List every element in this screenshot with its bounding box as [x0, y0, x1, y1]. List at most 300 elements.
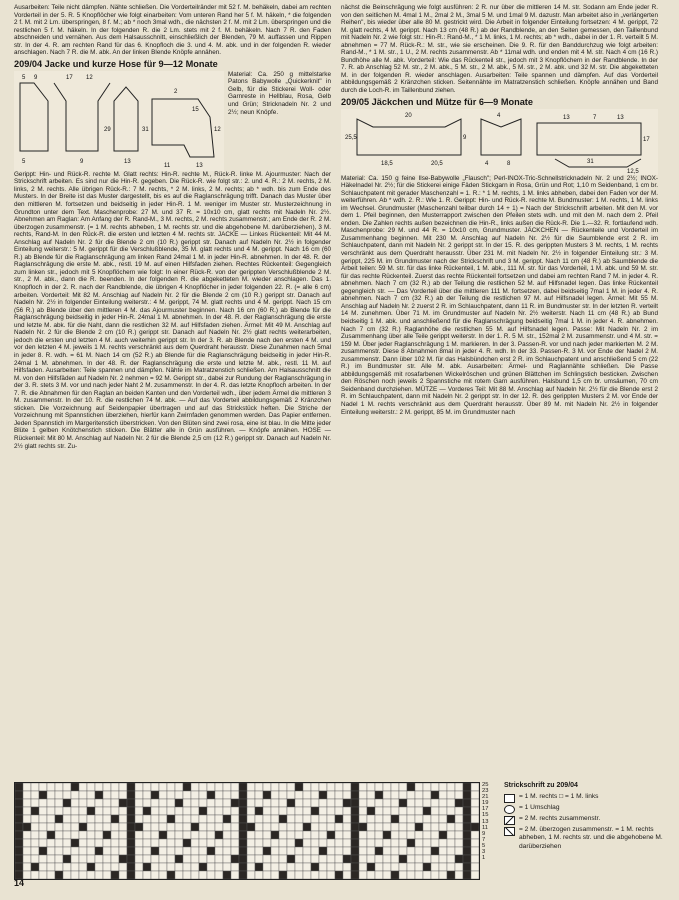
chart-cell: [135, 839, 143, 847]
chart-cell: [167, 871, 175, 879]
chart-cell: [103, 863, 111, 871]
svg-text:15: 15: [192, 106, 199, 113]
chart-cell: [175, 871, 183, 879]
chart-cell: [23, 799, 31, 807]
chart-cell: [399, 815, 407, 823]
chart-cell: [143, 807, 151, 815]
svg-text:13: 13: [563, 114, 570, 121]
instructions-209-05: Material: Ca. 150 g feine Ilse-Babywolle „Flausch"; Perl-INOX-Tric-Schnellstricknadeln Nr. 2 und 2½; INOX-Häkelnadel Nr. 2½; für die Stickerei einige Fäden Stickgarn in Rosa, Grün und Rot; 1,10 m Seidenband, 1 cm br. Schlauchpatent mit gerader Maschenzahl = 1. R.: * 1 M. rechts, 1 M. links abheben, dabei den Faden vor der M. weiterführen. Ab * wdh. 2. R.: Wie 1. R. Gerippt: Hin- und Rück-R. rechte M. Bundmuster: 1 M. rechts, 1 M. links im Wechsel. Grundmuster (Maschenzahl teilbar durch 14 + 1) = Nach der Strickschrift arbeiten. Mit den M. vor dem 1. Pfeil beginnen, den Musterrapport zwischen den Pfeilen stets wdh. und mit den M. nach dem 2. Pfeil enden. Die Zahlen rechts außen bezeichnen die Hin-R., links außen die Rück-R. Die 1.—32. R. fortlaufend wdh. Maschenprobe: 29 M. und 44 R. = 10x10 cm, Grundmuster. JÄCKCHEN — Rückenteile und Vorderteil im Zusammenhang beginnen. Mit 230 M. Anschlag auf Nadeln Nr. 2½ für die Saumblende erst 2 R. im Schlauchpatent, dann mit Nadeln Nr. 2 gerippt str. In der 15. R. des gerippten Musters 3 M. rechts, 1 M. rechts verschränkt aus dem Querdraht herausstr. Über 231 M. mit Nadeln Nr. 2½ in folgender Einteilung str.: 3 M. gerippt, 225 M. im Grundmuster nach der Strickschrift und 3 M. gerippt. Nach 11 cm (48 R.) ab Saumblende die Arbeit teilen: 59 M. str. für das linke Rückenteil, 1 M. abk., 111 M. str. für das Vorderteil, 1 M. abk. und 59 M. str. für das rechte Rückenteil. Zuerst das rechte Rückenteil fortsetzen und dabei am rechten Rand 7 M. in jeder 4. R. abnehmen. Nach 7 cm (32 R.) ab der Teilung die restlichen 52 M. auf Hilfsnadel legen. Das linke Rückenteil gegengleich str. — Das Vorderteil über die mittleren 111 M. fortsetzen, dabei beidseitig 7mal 1 M. in jeder 4. R. abnehmen. Nach 7 cm (32 R.) ab der Teilung die restlichen 97 M. auf Hilfsnadel legen. Ärmel: Mit 55 M. Anschlag auf Nadeln Nr. 2 zuerst 2 R. im Schlauchpatent, dann 11 R. im Bundmuster str. In der letzten R. verteilt 14 M. zunehmen. Über 71 M. im Grundmuster auf Nadeln Nr. 2½ weiterstr. Nach 11 cm (48 R.) ab Bund beidseitig 1 M. abk. und anschließend für die Raglanschrägung beidseitig 7mal 1 M. in jeder 4. R. abnehmen. Nach 7 cm (32 R.) Raglanhöhe die restlichen 55 M. auf Hilfsnadel legen. Passe: Mit Nadeln Nr. 2 im Zusammenhang über alle Teile gerippt weiterstr. In der 1. R. 5 M. str., 152mal 2 M. zusammenstr. und 4 M. str. = 159 M. Über jeder Raglanschrägung 1 M. markieren. In der 3. Passen-R. vor und nach jeder markierten M. 2 M. zusammenstr. Diese 8 Abnahmen 8mal in jeder 4. R. wdh. In der 33. Passen-R. 3 M. vor Ende der Nadel 2 M. zusammenstr. Dann über 102 M. für das Halsbündchen erst 2 R. im Schlauchpatent und anschließend 5 cm (22 R.) im Bundmuster str. Alle M. abk. Ausarbeiten: Ärmel- und Raglannähte schließen. Die Passe abbildungsgemäß mit rosafarbenen Wickelröschen und grünen Blättchen im Schlingstich besticken. Zwischen den Röschen noch jeweils 2 Spannstiche mit rotem Garn ausführen. Halsbund 1,5 cm br. umsäumen, 70 cm Seidenband durchziehen. MÜTZE — Vorderes Teil: Mit 88 M. Anschlag auf Nadeln Nr. 2½ für die Blende erst 2 R. im Schlauchpatent, dann mit Nadeln Nr. 2 gerippt str. In der 12. R. des gerippten Musters 2 M. vor Ende der Nadel 1 M. rechts verschränkt aus dem Querdraht herausstr. Über 89 M. mit Nadeln Nr. 2½ in folgender Einteilung weiterstr.: 2 M. gerippt, 85 M. im Grundmuster nach: [341, 174, 658, 416]
right-column: [341, 4, 658, 692]
material-text: Material: Ca. 250 g mittelstarke Patons Babywolle „Quickerknit" in Gelb, für die Stickerei Woll- oder Garnreste in Hellblau, Rosa, Gelb und Grün; Stricknadeln Nr. 2 und 2½; neun Knöpfe.: [228, 70, 331, 116]
chart-cell: [159, 855, 167, 863]
chart-cell: [351, 863, 359, 871]
chart-cell: [127, 783, 135, 791]
chart-cell: [407, 791, 415, 799]
chart-cell: [327, 871, 335, 879]
chart-cell: [343, 831, 351, 839]
chart-cell: [199, 823, 207, 831]
chart-cell: [303, 823, 311, 831]
chart-cell: [191, 855, 199, 863]
chart-cell: [151, 831, 159, 839]
chart-cell: [135, 847, 143, 855]
chart-cell: [95, 847, 103, 855]
chart-cell: [119, 799, 127, 807]
chart-cell: [407, 783, 415, 791]
chart-cell: [207, 799, 215, 807]
chart-cell: [279, 863, 287, 871]
chart-cell: [175, 807, 183, 815]
chart-cell: [391, 807, 399, 815]
chart-cell: [231, 871, 239, 879]
chart-cell: [39, 839, 47, 847]
chart-cell: [359, 783, 367, 791]
svg-text:9: 9: [80, 158, 84, 165]
chart-cell: [391, 783, 399, 791]
chart-cell: [287, 831, 295, 839]
chart-cell: [455, 839, 463, 847]
chart-cell: [351, 791, 359, 799]
chart-cell: [63, 831, 71, 839]
chart-cell: [271, 791, 279, 799]
svg-text:11: 11: [164, 162, 171, 169]
chart-cell: [367, 847, 375, 855]
knitting-chart-section: [14, 782, 674, 892]
chart-cell: [215, 855, 223, 863]
chart-cell: [383, 799, 391, 807]
chart-cell: [247, 847, 255, 855]
chart-cell: [287, 871, 295, 879]
chart-cell: [31, 799, 39, 807]
chart-cell: [183, 839, 191, 847]
chart-cell: [431, 791, 439, 799]
chart-cell: [351, 823, 359, 831]
chart-cell: [375, 799, 383, 807]
chart-cell: [383, 839, 391, 847]
chart-cell: [47, 823, 55, 831]
chart-cell: [151, 799, 159, 807]
chart-cell: [167, 855, 175, 863]
chart-cell: [87, 863, 95, 871]
chart-cell: [207, 791, 215, 799]
chart-cell: [127, 847, 135, 855]
chart-cell: [79, 791, 87, 799]
svg-text:13: 13: [617, 114, 624, 121]
chart-cell: [191, 807, 199, 815]
svg-text:12: 12: [214, 126, 221, 133]
chart-cell: [343, 783, 351, 791]
chart-cell: [47, 831, 55, 839]
chart-cell: [119, 823, 127, 831]
chart-cell: [335, 823, 343, 831]
chart-cell: [423, 799, 431, 807]
chart-cell: [151, 823, 159, 831]
chart-cell: [231, 847, 239, 855]
chart-cell: [199, 839, 207, 847]
chart-cell: [383, 815, 391, 823]
chart-cell: [207, 783, 215, 791]
chart-cell: [103, 823, 111, 831]
chart-cell: [335, 863, 343, 871]
chart-cell: [383, 847, 391, 855]
chart-cell: [271, 871, 279, 879]
chart-cell: [351, 815, 359, 823]
chart-cell: [175, 839, 183, 847]
chart-cell: [199, 783, 207, 791]
chart-cell: [103, 815, 111, 823]
chart-cell: [439, 847, 447, 855]
chart-cell: [343, 855, 351, 863]
chart-cell: [471, 823, 479, 831]
chart-cell: [447, 823, 455, 831]
chart-cell: [23, 871, 31, 879]
chart-cell: [39, 855, 47, 863]
chart-cell: [359, 871, 367, 879]
chart-cell: [191, 815, 199, 823]
chart-cell: [415, 815, 423, 823]
chart-cell: [319, 839, 327, 847]
chart-cell: [343, 839, 351, 847]
chart-cell: [87, 871, 95, 879]
chart-cell: [175, 831, 183, 839]
chart-cell: [439, 783, 447, 791]
chart-cell: [231, 807, 239, 815]
chart-cell: [119, 783, 127, 791]
chart-cell: [119, 863, 127, 871]
chart-cell: [159, 839, 167, 847]
chart-cell: [55, 783, 63, 791]
chart-cell: [335, 783, 343, 791]
chart-cell: [39, 831, 47, 839]
chart-cell: [167, 863, 175, 871]
chart-cell: [71, 855, 79, 863]
svg-text:12: 12: [86, 74, 93, 81]
chart-cell: [55, 847, 63, 855]
chart-cell: [111, 823, 119, 831]
chart-cell: [439, 871, 447, 879]
chart-cell: [295, 863, 303, 871]
chart-cell: [71, 823, 79, 831]
chart-cell: [167, 799, 175, 807]
chart-cell: [199, 847, 207, 855]
chart-cell: [415, 863, 423, 871]
svg-text:17: 17: [66, 74, 73, 81]
chart-cell: [239, 815, 247, 823]
chart-cell: [247, 863, 255, 871]
chart-cell: [383, 831, 391, 839]
knitting-chart: [14, 782, 480, 880]
chart-cell: [79, 839, 87, 847]
chart-cell: [247, 871, 255, 879]
chart-cell: [55, 863, 63, 871]
chart-cell: [375, 855, 383, 863]
chart-cell: [439, 807, 447, 815]
chart-cell: [151, 783, 159, 791]
chart-cell: [231, 783, 239, 791]
chart-cell: [327, 855, 335, 863]
chart-cell: [31, 863, 39, 871]
chart-cell: [287, 783, 295, 791]
chart-cell: [279, 799, 287, 807]
chart-cell: [367, 831, 375, 839]
chart-cell: [359, 839, 367, 847]
chart-cell: [375, 839, 383, 847]
chart-cell: [391, 799, 399, 807]
chart-cell: [247, 815, 255, 823]
chart-cell: [471, 847, 479, 855]
chart-cell: [367, 783, 375, 791]
chart-cell: [71, 831, 79, 839]
chart-cell: [15, 855, 23, 863]
chart-cell: [471, 807, 479, 815]
chart-cell: [279, 791, 287, 799]
chart-cell: [47, 791, 55, 799]
chart-cell: [143, 783, 151, 791]
chart-cell: [119, 855, 127, 863]
chart-cell: [263, 807, 271, 815]
chart-cell: [423, 815, 431, 823]
chart-cell: [103, 855, 111, 863]
chart-cell: [111, 831, 119, 839]
chart-cell: [303, 863, 311, 871]
chart-cell: [151, 839, 159, 847]
chart-cell: [295, 855, 303, 863]
chart-cell: [183, 855, 191, 863]
chart-cell: [343, 863, 351, 871]
chart-cell: [31, 847, 39, 855]
svg-text:31: 31: [587, 158, 594, 165]
chart-cell: [239, 783, 247, 791]
chart-cell: [463, 831, 471, 839]
chart-cell: [143, 791, 151, 799]
chart-cell: [199, 807, 207, 815]
chart-cell: [471, 863, 479, 871]
chart-cell: [447, 799, 455, 807]
chart-cell: [199, 791, 207, 799]
chart-cell: [223, 831, 231, 839]
chart-cell: [311, 839, 319, 847]
chart-cell: [39, 863, 47, 871]
chart-cell: [167, 783, 175, 791]
chart-cell: [255, 831, 263, 839]
chart-cell: [71, 807, 79, 815]
chart-cell: [255, 807, 263, 815]
chart-cell: [351, 831, 359, 839]
chart-cell: [103, 871, 111, 879]
chart-cell: [471, 855, 479, 863]
chart-cell: [191, 871, 199, 879]
chart-cell: [271, 855, 279, 863]
chart-cell: [271, 839, 279, 847]
chart-cell: [439, 839, 447, 847]
chart-cell: [311, 799, 319, 807]
chart-cell: [247, 799, 255, 807]
chart-cell: [319, 799, 327, 807]
chart-cell: [391, 855, 399, 863]
chart-cell: [119, 791, 127, 799]
chart-cell: [447, 831, 455, 839]
chart-cell: [423, 807, 431, 815]
chart-cell: [367, 871, 375, 879]
chart-cell: [79, 823, 87, 831]
chart-cell: [423, 831, 431, 839]
chart-cell: [343, 871, 351, 879]
chart-cell: [231, 855, 239, 863]
chart-cell: [31, 815, 39, 823]
chart-cell: [231, 831, 239, 839]
chart-cell: [455, 791, 463, 799]
chart-cell: [31, 839, 39, 847]
chart-cell: [111, 815, 119, 823]
chart-cell: [199, 871, 207, 879]
chart-cell: [423, 847, 431, 855]
chart-cell: [271, 783, 279, 791]
chart-cell: [23, 791, 31, 799]
chart-cell: [335, 831, 343, 839]
chart-cell: [95, 815, 103, 823]
svg-text:13: 13: [196, 162, 203, 169]
chart-cell: [175, 815, 183, 823]
chart-cell: [279, 807, 287, 815]
svg-text:9: 9: [463, 134, 467, 141]
chart-cell: [223, 823, 231, 831]
chart-cell: [367, 791, 375, 799]
chart-cell: [359, 847, 367, 855]
chart-cell: [399, 799, 407, 807]
chart-cell: [31, 855, 39, 863]
chart-cell: [415, 831, 423, 839]
chart-cell: [399, 855, 407, 863]
chart-cell: [55, 815, 63, 823]
chart-cell: [143, 831, 151, 839]
chart-cell: [47, 847, 55, 855]
chart-cell: [135, 831, 143, 839]
chart-cell: [375, 783, 383, 791]
chart-cell: [287, 807, 295, 815]
chart-cell: [271, 863, 279, 871]
chart-cell: [343, 823, 351, 831]
chart-cell: [375, 815, 383, 823]
chart-cell: [351, 855, 359, 863]
chart-cell: [359, 815, 367, 823]
chart-cell: [95, 839, 103, 847]
chart-cell: [415, 799, 423, 807]
chart-cell: [247, 783, 255, 791]
chart-cell: [439, 855, 447, 863]
chart-cell: [431, 823, 439, 831]
chart-cell: [55, 871, 63, 879]
chart-cell: [15, 831, 23, 839]
chart-cell: [111, 847, 119, 855]
chart-cell: [143, 863, 151, 871]
chart-cell: [271, 823, 279, 831]
chart-cell: [39, 799, 47, 807]
chart-cell: [207, 831, 215, 839]
chart-cell: [223, 863, 231, 871]
chart-cell: [39, 807, 47, 815]
chart-cell: [23, 807, 31, 815]
chart-cell: [71, 783, 79, 791]
chart-cell: [247, 855, 255, 863]
chart-cell: [335, 839, 343, 847]
chart-cell: [215, 783, 223, 791]
chart-cell: [447, 871, 455, 879]
chart-cell: [431, 799, 439, 807]
chart-cell: [119, 839, 127, 847]
chart-cell: [295, 847, 303, 855]
chart-cell: [391, 791, 399, 799]
chart-cell: [191, 823, 199, 831]
chart-cell: [455, 799, 463, 807]
chart-cell: [447, 807, 455, 815]
chart-cell: [399, 807, 407, 815]
chart-cell: [79, 847, 87, 855]
chart-cell: [247, 831, 255, 839]
chart-cell: [391, 863, 399, 871]
chart-cell: [423, 863, 431, 871]
chart-cell: [351, 847, 359, 855]
chart-cell: [79, 799, 87, 807]
chart-cell: [143, 855, 151, 863]
chart-cell: [167, 847, 175, 855]
chart-cell: [31, 791, 39, 799]
chart-cell: [95, 791, 103, 799]
chart-cell: [463, 791, 471, 799]
chart-cell: [407, 863, 415, 871]
chart-cell: [15, 839, 23, 847]
chart-cell: [111, 783, 119, 791]
chart-cell: [39, 871, 47, 879]
heading-209-05: 209/05 Jäckchen und Mütze für 6—9 Monate: [341, 96, 533, 107]
chart-cell: [351, 783, 359, 791]
chart-cell: [175, 823, 183, 831]
chart-cell: [431, 807, 439, 815]
chart-cell: [471, 839, 479, 847]
chart-cell: [247, 823, 255, 831]
chart-cell: [303, 847, 311, 855]
chart-cell: [455, 823, 463, 831]
chart-cell: [287, 847, 295, 855]
page-number: 14: [14, 878, 25, 888]
chart-cell: [263, 847, 271, 855]
chart-cell: [199, 855, 207, 863]
svg-text:25,5: 25,5: [345, 134, 357, 141]
chart-cell: [287, 823, 295, 831]
chart-cell: [399, 823, 407, 831]
chart-cell: [255, 871, 263, 879]
chart-cell: [319, 815, 327, 823]
chart-cell: [407, 839, 415, 847]
chart-cell: [319, 871, 327, 879]
chart-cell: [279, 871, 287, 879]
chart-cell: [223, 871, 231, 879]
chart-cell: [399, 839, 407, 847]
chart-cell: [295, 839, 303, 847]
chart-cell: [55, 823, 63, 831]
chart-cell: [279, 855, 287, 863]
chart-cell: [199, 863, 207, 871]
chart-cell: [367, 855, 375, 863]
chart-cell: [135, 855, 143, 863]
chart-cell: [455, 831, 463, 839]
chart-cell: [311, 807, 319, 815]
chart-cell: [375, 863, 383, 871]
chart-cell: [319, 791, 327, 799]
chart-cell: [447, 783, 455, 791]
chart-cell: [407, 831, 415, 839]
chart-cell: [407, 847, 415, 855]
chart-cell: [463, 815, 471, 823]
chart-cell: [95, 823, 103, 831]
